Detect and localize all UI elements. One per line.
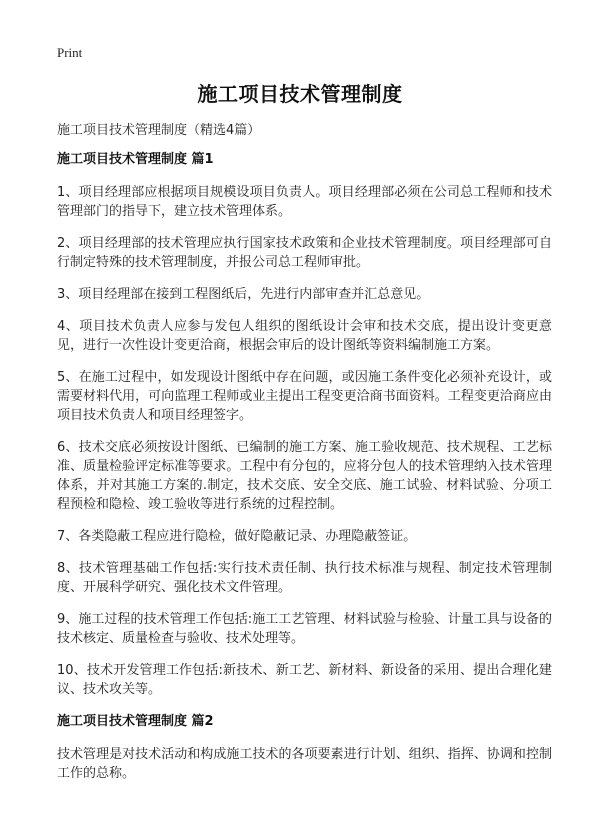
document-body	[57, 150, 552, 796]
paragraph: 7、各类隐蔽工程应进行隐检，做好隐蔽记录、办理隐蔽签证。	[57, 529, 417, 544]
section-2	[57, 712, 552, 783]
document-subtitle: 施工项目技术管理制度（精选4篇）	[57, 123, 261, 138]
paragraph: 技术管理是对技术活动和构成施工技术的各项要素进行计划、组织、指挥、协调和控制工作的总称。	[57, 747, 552, 781]
paragraph: 10、技术开发管理工作包括:新技术、新工艺、新材料、新设备的采用、提出合理化建议、技术攻关等。	[57, 663, 552, 697]
paragraph: 6、技术交底必须按设计图纸、已编制的施工方案、施工验收规范、技术规程、工艺标准、质量检验评定标准等要求。工程中有分包的，应将分包人的技术管理纳入技术管理体系，并对其施工方案的.制定，技术交底、安全交底、施工试验、材料试验、分项工程预检和隐检、竣工验收等进行系统的过程控制。	[57, 440, 552, 512]
section-heading: 施工项目技术管理制度 篇1	[57, 152, 214, 167]
paragraph: 2、项目经理部的技术管理应执行国家技术政策和企业技术管理制度。项目经理部可自行制定特殊的技术管理制度，并报公司总工程师审批。	[57, 236, 552, 270]
paragraph: 8、技术管理基础工作包括:实行技术责任制、执行技术标准与规程、制定技术管理制度、开展科学研究、强化技术文件管理。	[57, 561, 552, 595]
paragraph: 4、项目技术负责人应参与发包人组织的图纸设计会审和技术交底，提出设计变更意见，进行一次性设计变更洽商，根据会审后的设计图纸等资料编制施工方案。	[57, 319, 552, 353]
paragraph: 9、施工过程的技术管理工作包括:施工工艺管理、材料试验与检验、计量工具与设备的技术核定、质量检查与验收、技术处理等。	[57, 612, 552, 646]
document-title: 施工项目技术管理制度	[197, 82, 403, 106]
section-1	[57, 150, 552, 699]
paragraph: 1、项目经理部应根据项目规模设项目负责人。项目经理部必须在公司总工程师和技术管理部门的指导下，建立技术管理体系。	[57, 185, 552, 219]
paragraph: 5、在施工过程中，如发现设计图纸中存在问题，或因施工条件变化必须补充设计，或需要材料代用，可向监理工程师或业主提出工程变更洽商书面资料。工程变更洽商应由项目技术负责人和项目经理签字。	[57, 370, 552, 423]
section-heading: 施工项目技术管理制度 篇2	[57, 714, 214, 729]
paragraph: 3、项目经理部在接到工程图纸后，先进行内部审查并汇总意见。	[57, 287, 430, 302]
print-link[interactable]: Print	[57, 45, 83, 60]
